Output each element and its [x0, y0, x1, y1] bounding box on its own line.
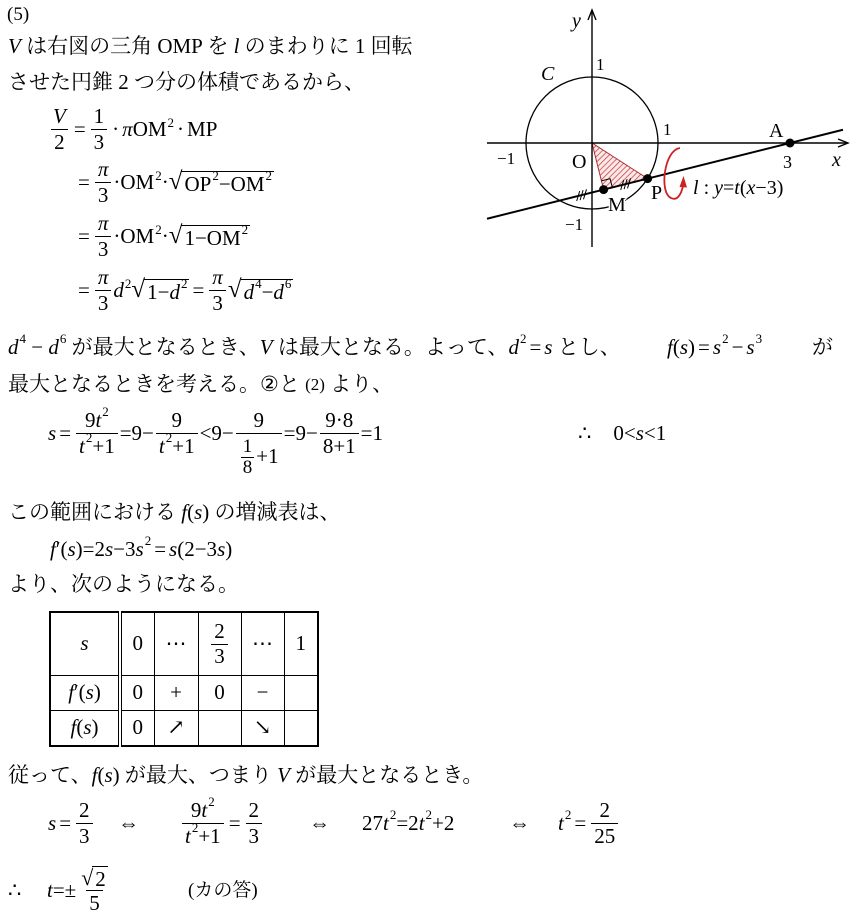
minus: − [26, 334, 49, 359]
table-cell: 1 [284, 612, 318, 675]
line-l-equation [693, 177, 783, 199]
answer-label: (カの答) [188, 879, 258, 901]
equals: = [154, 536, 167, 561]
y-tick-neg-one: −1 [565, 215, 584, 234]
minus-om: −OM [218, 172, 265, 196]
radical-icon: √ [131, 276, 146, 303]
text: が最大となるとき、 [66, 334, 260, 359]
exponent: 2 [144, 532, 152, 548]
equals: = [228, 810, 241, 835]
plus-one: +1 [256, 444, 279, 468]
intro-line-1 [8, 31, 413, 61]
equals-plus-minus: =± [52, 877, 77, 902]
exponent: 2 [124, 275, 132, 291]
exponent: 2 [191, 820, 199, 835]
pi: π [122, 116, 133, 141]
plus-one: +1 [198, 824, 221, 848]
var-f: f [667, 334, 673, 359]
paragraph-maximize-line-1 [8, 332, 621, 362]
var-f: f [181, 499, 188, 524]
exponent: 2 [167, 114, 175, 130]
equal-length-ticks-left [577, 189, 587, 201]
radical-icon: √ [227, 276, 242, 303]
fraction-pi-over-3 [209, 264, 226, 316]
problem-label [7, 0, 29, 29]
text: +2 [432, 810, 455, 835]
coef: 9 [84, 407, 96, 432]
table-cell: + [154, 675, 198, 710]
text: が最大となるとき。 [289, 762, 484, 787]
var-t: t [383, 810, 389, 835]
var-d: d [273, 280, 284, 304]
square-root [81, 864, 108, 890]
hatched-triangle-omp [592, 143, 648, 190]
paren: ) [225, 536, 233, 561]
paren: ( [187, 499, 195, 524]
operator: =9− [119, 420, 154, 445]
exponent: 2 [564, 806, 572, 822]
var-t: t [558, 810, 564, 835]
iff-arrow-icon: ⇔ [509, 810, 530, 835]
answer-note [188, 875, 258, 905]
var-s: s [85, 680, 94, 704]
equation-derivative [50, 534, 232, 564]
table-cell: 0 [198, 675, 241, 710]
equals: = [698, 334, 710, 359]
paragraph-maximize-line-end [812, 332, 833, 362]
equation-fraction-equals-two-thirds [180, 793, 264, 853]
var-f: f [91, 762, 98, 787]
numerator: 9·8 [325, 407, 354, 432]
var-s: s [712, 334, 722, 359]
text: より、次のようになる。 [8, 571, 239, 596]
var-t: t [201, 797, 208, 822]
numerator: 2 [79, 797, 90, 822]
x-axis-label: x [832, 149, 841, 171]
denominator: 2 [51, 129, 68, 155]
exponent: 2 [722, 330, 729, 346]
radical-icon: √ [168, 222, 183, 249]
paragraph-maximize-line-2 [8, 369, 393, 399]
operator: <9− [199, 420, 234, 445]
radicand [181, 222, 250, 250]
text: )=2 [75, 536, 105, 561]
var-d: d [243, 280, 255, 304]
operator: =1 [360, 420, 383, 445]
var-d: d [113, 277, 124, 302]
table-cell: 0 [120, 612, 154, 675]
fraction-two-thirds [211, 620, 228, 668]
var-s: s [217, 536, 226, 561]
numerator: 2 [248, 797, 260, 822]
fraction-72-over-9 [320, 407, 359, 459]
exponent: 4 [255, 276, 262, 291]
var-s: s [67, 536, 76, 561]
exponent: 2 [155, 167, 162, 183]
paragraph-table-follows [8, 569, 239, 599]
minus: − [731, 334, 744, 359]
var-d: d [508, 334, 519, 359]
table-cell [284, 710, 318, 746]
var-f: f [70, 715, 77, 740]
table-cell [198, 710, 241, 746]
exponent: 2 [102, 403, 109, 419]
var-v: V [259, 334, 273, 359]
equation-volume-1 [48, 99, 217, 159]
fraction-one-third [91, 103, 108, 155]
colon: : [698, 177, 715, 199]
var-x: x [746, 177, 756, 199]
var-s: s [135, 536, 144, 561]
exponent: 2 [425, 806, 433, 822]
exponent: 6 [284, 276, 292, 291]
fraction-9-over-t2-plus-1 [156, 407, 198, 459]
radicand [144, 276, 189, 304]
fraction-pi-over-3 [95, 264, 112, 316]
equals: = [574, 810, 587, 835]
d-squared [113, 275, 132, 302]
radicand [181, 168, 274, 196]
rotation-arrowhead-icon [680, 176, 688, 188]
iff-arrow-icon: ⇔ [309, 810, 330, 835]
equals: = [78, 277, 90, 302]
denominator: 3 [246, 823, 263, 849]
table-cell: ⋯ [241, 612, 284, 675]
var-t: t [95, 407, 102, 432]
dot: · [177, 116, 185, 141]
fraction-v-over-2 [50, 103, 69, 155]
equation-27t2 [362, 808, 454, 838]
x-tick-one: 1 [663, 120, 672, 139]
var-f: f [68, 680, 75, 704]
paren: ) [202, 499, 210, 524]
table-row-derivative [50, 675, 318, 710]
mp: MP [187, 116, 218, 141]
text: は最大となる。よって、 [272, 334, 509, 359]
denominator: 3 [211, 644, 228, 668]
line-name: l [693, 177, 699, 199]
var-s: s [635, 420, 644, 445]
var-s: s [48, 810, 57, 835]
om: OM [132, 116, 167, 141]
om: ·OM [113, 223, 155, 248]
numerator: 9 [253, 407, 264, 432]
text: 0< [613, 420, 636, 445]
radical-icon: √ [168, 168, 183, 195]
om-squared [113, 221, 162, 248]
var-t: t [418, 810, 425, 835]
coef: 27 [362, 810, 383, 835]
numerator: π [97, 156, 109, 181]
var-d: d [8, 334, 19, 359]
problem-reference: (2) [305, 374, 325, 394]
denominator: 25 [591, 823, 618, 849]
text: ) [91, 715, 99, 740]
fraction-two-thirds [246, 797, 263, 849]
var-s: s [48, 420, 57, 445]
text: と [278, 371, 306, 396]
var-s: s [194, 499, 203, 524]
point-p-label: P [651, 182, 663, 204]
dot: · [161, 169, 169, 194]
op: OP [184, 172, 212, 196]
table-cell: ⋯ [154, 612, 198, 675]
paren: ( [672, 334, 680, 359]
increase-decrease-table [49, 611, 319, 747]
y-axis-label: y [572, 10, 581, 32]
origin-label: O [572, 151, 587, 173]
equals: = [192, 277, 205, 302]
circled-reference: ② [260, 371, 279, 396]
problem-number: (5) [7, 3, 30, 25]
exponent: 2 [180, 276, 188, 291]
therefore-line [8, 875, 21, 905]
decreasing-arrow-icon: ↘ [241, 710, 284, 746]
fraction-root2-over-5 [78, 864, 111, 916]
text: <1 [643, 420, 667, 445]
equals: = [723, 177, 735, 199]
iff-arrow-icon: ⇔ [118, 810, 139, 835]
equals: = [529, 334, 542, 359]
paren: ) [688, 334, 696, 359]
s-range-conclusion [578, 418, 666, 448]
denominator: 8 [242, 457, 253, 478]
minus: − [261, 280, 274, 304]
text: とし、 [552, 334, 621, 359]
om-squared [113, 167, 162, 194]
coef: 9 [190, 797, 202, 822]
fraction-2-over-25 [591, 797, 618, 849]
exponent: 4 [19, 330, 26, 346]
text: より、 [324, 371, 394, 396]
table-row-function [50, 710, 318, 746]
exponent: 2 [241, 222, 249, 237]
x-tick-neg-one: −1 [497, 149, 516, 168]
function-definition [667, 332, 762, 362]
circle-c-label: C [541, 63, 555, 85]
text: ) [93, 680, 101, 704]
exponent: 2 [389, 806, 397, 822]
dot: · [161, 223, 169, 248]
fraction-one-eighth [241, 436, 255, 478]
exponent: 2 [265, 168, 272, 183]
var-s: s [544, 334, 553, 359]
point-m-label: M [608, 194, 626, 216]
paren: ) [112, 762, 120, 787]
var-v: V [8, 33, 21, 58]
prime: ′ [55, 536, 61, 561]
var-s: s [104, 762, 113, 787]
one-minus-om: 1−OM [184, 226, 241, 250]
exponent: 2 [85, 430, 93, 445]
table-header-s: s [50, 612, 120, 675]
radicand [241, 276, 294, 304]
equation-s-bound [48, 403, 383, 478]
fraction-pi-over-3 [95, 156, 112, 208]
exponent: 2 [519, 330, 527, 346]
denominator [76, 430, 118, 459]
var-t: t [734, 177, 740, 199]
fraction-9t2-over-t2-plus-1 [182, 793, 224, 849]
point-a-dot [786, 139, 795, 148]
exponent: 2 [208, 793, 215, 809]
radicand: 2 [92, 866, 108, 890]
equals: = [59, 810, 72, 835]
table-row-s [50, 612, 318, 675]
numerator: 9 [171, 407, 182, 432]
equation-s-equals-two-thirds [48, 793, 95, 853]
denominator: 5 [86, 890, 103, 916]
numerator: π [97, 264, 109, 289]
text: −3 [113, 536, 136, 561]
text: が [812, 334, 833, 359]
table-cell: 0 [120, 710, 154, 746]
point-a-label: A [769, 120, 784, 142]
equation-final-answer [47, 860, 113, 920]
numerator: 1 [93, 103, 105, 128]
text: (2−3 [177, 536, 218, 561]
var-f: f [50, 536, 56, 561]
om-squared [132, 114, 175, 141]
text: −3) [755, 177, 784, 199]
var-t: t [79, 434, 85, 458]
var-s: s [679, 334, 689, 359]
numerator: π [212, 264, 223, 289]
iff-symbol-3 [509, 808, 530, 838]
equals: = [78, 223, 90, 248]
denominator: 3 [76, 823, 93, 849]
equation-volume-4 [75, 260, 293, 320]
equals: = [78, 169, 90, 194]
square-root [131, 277, 189, 303]
equals: = [59, 420, 72, 445]
text: させた円錐 2 つ分の体積であるから、 [8, 69, 365, 94]
therefore-symbol: ∴ [578, 420, 592, 445]
table-cell [198, 612, 241, 675]
coordinate-diagram [480, 0, 853, 250]
exponent: 2 [212, 168, 219, 183]
radical-icon: √ [81, 865, 94, 890]
var-s: s [83, 715, 92, 740]
denominator [236, 433, 282, 479]
numerator: π [97, 210, 109, 235]
plus-one: +1 [172, 434, 195, 458]
text: の増減表は、 [209, 499, 341, 524]
text: 従って、 [8, 762, 92, 787]
increasing-arrow-icon: ↗ [154, 710, 198, 746]
fraction-9t2-over-t2-plus-1 [76, 403, 118, 459]
numerator: 2 [214, 619, 225, 644]
var-s: s [746, 334, 755, 359]
table-cell: − [241, 675, 284, 710]
text: =2 [396, 810, 419, 835]
equation-volume-2 [75, 152, 274, 212]
text: 最大となるときを考える。 [8, 371, 260, 396]
text: は右図の三角 OMP を [20, 33, 234, 58]
numerator: 2 [599, 797, 610, 822]
denominator: 3 [95, 290, 112, 316]
paren: ( [60, 536, 68, 561]
dot: · [112, 116, 120, 141]
text: のまわりに 1 回転 [239, 33, 413, 58]
plus-one: +1 [92, 434, 115, 458]
paragraph-maximum-condition [8, 760, 483, 790]
intro-line-2 [8, 67, 365, 97]
fraction-9-over-eighth-plus-1 [236, 387, 282, 479]
numerator [78, 864, 111, 890]
equals: = [73, 116, 86, 141]
denominator: 3 [95, 236, 112, 262]
paragraph-increase-table-intro [8, 497, 341, 527]
var-l: l [233, 33, 240, 58]
denominator: 3 [95, 182, 112, 208]
var-t: t [47, 877, 53, 902]
square-root [169, 169, 274, 195]
denominator [156, 430, 198, 459]
var-v: V [277, 762, 290, 787]
var-s: s [169, 536, 178, 561]
denominator: 8+1 [320, 433, 359, 459]
text: この範囲における [8, 499, 182, 524]
equation-t-squared [558, 793, 620, 853]
paren: ( [739, 177, 747, 199]
denominator: 3 [91, 129, 108, 155]
iff-symbol-1 [118, 808, 139, 838]
om: ·OM [113, 169, 155, 194]
var-s: s [104, 536, 114, 561]
iff-symbol-2 [309, 808, 330, 838]
numerator: 1 [242, 435, 253, 457]
text: が最大、つまり [119, 762, 278, 787]
exponent: 2 [155, 221, 162, 237]
var-d: d [48, 334, 59, 359]
denominator: 3 [209, 290, 226, 316]
square-root [228, 277, 294, 303]
text: ′( [74, 680, 86, 704]
table-header-f-prime [50, 675, 120, 710]
table-cell [284, 675, 318, 710]
exponent: 3 [755, 330, 763, 346]
fraction-two-thirds [76, 797, 93, 849]
numerator: V [53, 103, 66, 128]
fraction-pi-over-3 [95, 210, 112, 262]
point-m-dot [599, 185, 608, 194]
denominator [182, 820, 224, 849]
equation-volume-3 [75, 206, 250, 266]
exponent: 6 [59, 330, 67, 346]
table-cell: 0 [120, 675, 154, 710]
operator: =9− [283, 420, 318, 445]
x-tick-three: 3 [783, 152, 792, 172]
var-t: t [185, 824, 191, 848]
exponent: 2 [165, 430, 173, 445]
var-d: d [169, 280, 180, 304]
table-header-f [50, 710, 120, 746]
one-minus: 1− [147, 280, 170, 304]
paren: ( [97, 762, 105, 787]
y-tick-one: 1 [596, 55, 605, 74]
text: ( [76, 715, 84, 740]
var-t: t [158, 434, 165, 458]
therefore-symbol: ∴ [8, 877, 22, 902]
var-y: y [714, 177, 724, 199]
square-root [169, 223, 250, 249]
